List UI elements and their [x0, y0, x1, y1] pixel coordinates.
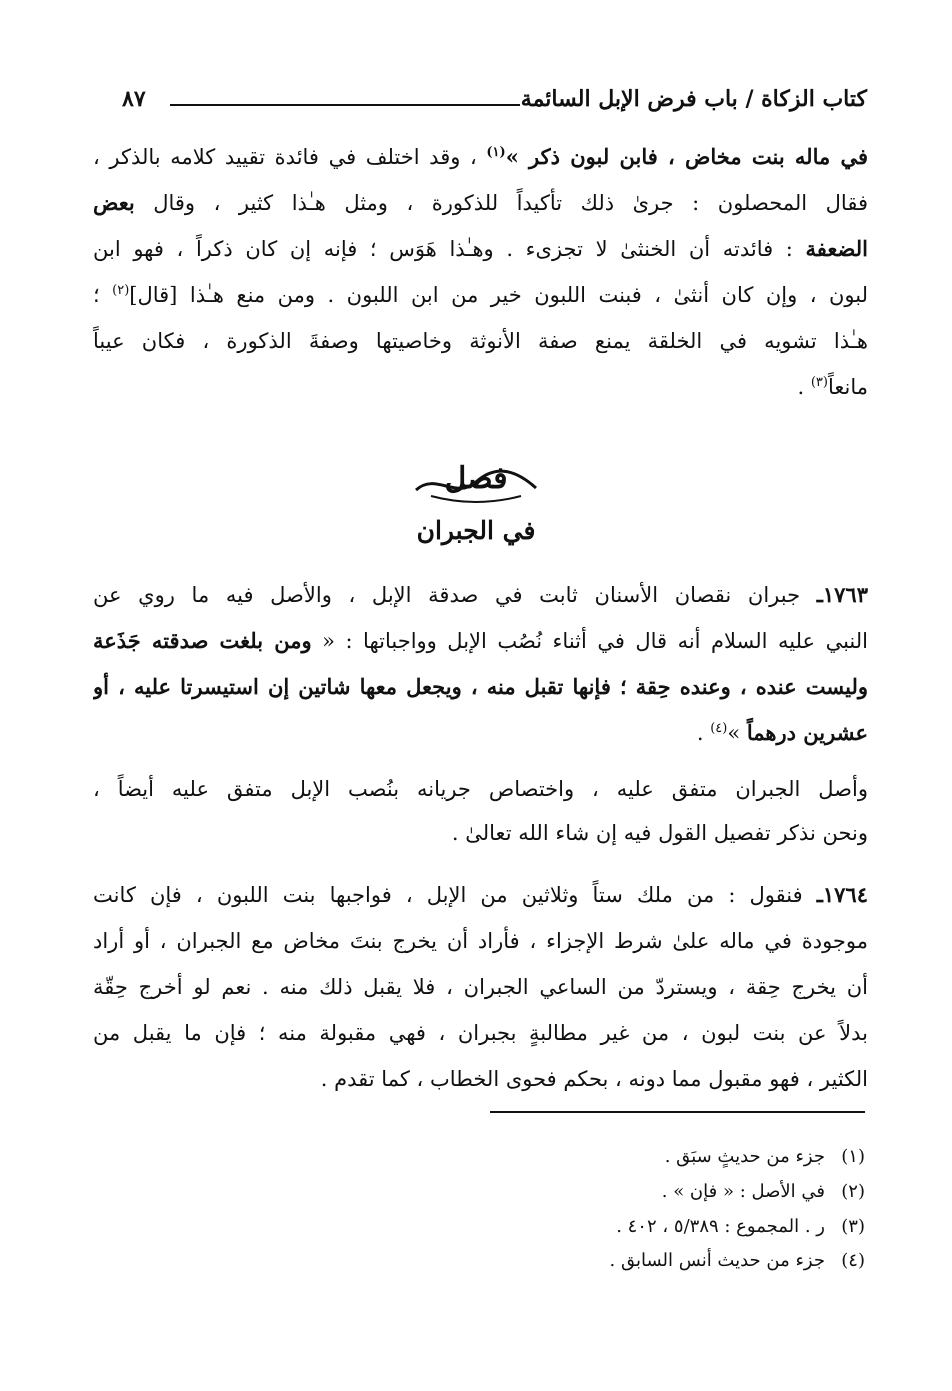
header-rule: [170, 104, 520, 106]
fasl-ornament: [376, 452, 576, 510]
footnote-ref: (٤): [710, 721, 728, 736]
footnote: (٣)ر . المجموع : ٥/٣٨٩ ، ٤٠٢ .: [616, 1216, 865, 1237]
footnote: (٢)في الأصل : « فإن » .: [661, 1181, 865, 1202]
page-number: ٨٧: [122, 86, 146, 112]
footnote: (٤)جزء من حديث أنس السابق .: [609, 1250, 865, 1271]
text-line: ١٧٦٣ـ جبران نقصان الأسنان ثابت في صدقة الإبل ، والأصل فيه ما روي عن: [93, 582, 868, 607]
footnote-ref: (٣): [810, 375, 828, 390]
text-line: وليست عنده ، وعنده حِقة ؛ فإنها تقبل منه ، ويجعل معها شاتين إن استيسرتا عليه ، أو: [93, 674, 868, 699]
text-line: في ماله بنت مخاض ، فابن لبون ذكر »$^{(١)}$ ، وقد اختلف في فائدة تقييد كلامه بالذكر ،: [93, 144, 868, 169]
text-line: موجودة في ماله علىٰ شرط الإجزاء ، فأراد أن يخرج بنتَ مخاض مع الجبران ، أو أراد: [93, 929, 868, 953]
text-line: ١٧٦٤ـ فنقول : من ملك ستاً وثلاثين من الإبل ، فواجبها بنت اللبون ، فإن كانت: [93, 882, 868, 907]
text-line: فقال المحصلون : جرىٰ ذلك تأكيداً للذكورة ، ومثل هـٰذا كثير ، وقال بعض: [93, 190, 868, 215]
text-line: لبون ، وإن كان أنثىٰ ، فبنت اللبون خير من ابن اللبون . ومن منع هـٰذا [قال]$^{(٢)}$ ؛: [93, 283, 868, 307]
page-header: [112, 84, 867, 124]
text-line: النبي عليه السلام أنه قال في أثناء نُصُب الإبل وواجباتها : « ومن بلغت صدقته جَذَعة: [93, 628, 868, 653]
text-line: الكثير ، فهو مقبول مما دونه ، بحكم فحوى الخطاب ، كما تقدم .: [320, 1067, 868, 1091]
running-title: كتاب الزكاة / باب فرض الإبل السائمة: [520, 86, 867, 112]
paragraph-number: ١٧٦٣ـ: [816, 582, 868, 607]
section-title: في الجبران: [416, 516, 536, 545]
svg-text:فصل: فصل: [444, 461, 508, 496]
footnote-ref: (١): [486, 145, 506, 160]
paragraph-number: ١٧٦٤ـ: [816, 882, 868, 907]
footnote: (١)جزء من حديثٍ سبَق .: [664, 1146, 865, 1167]
text-line: مانعاً$^{(٣)}$ .: [797, 375, 868, 399]
text-line: وأصل الجبران متفق عليه ، واختصاص جريانه بنُصب الإبل متفق عليه أيضاً ،: [93, 777, 868, 801]
text-line: عشرين درهماً »$^{(٤)}$ .: [696, 720, 868, 745]
text-line: هـٰذا تشويه في الخلقة يمنع صفة الأنوثة وخاصيتها وصفةَ الذكورة ، فكان عيباً: [93, 329, 868, 353]
text-line: ونحن نذكر تفصيل القول فيه إن شاء الله تعالىٰ .: [451, 821, 868, 845]
footnote-ref: (٢): [112, 283, 130, 298]
text-line: أن يخرج حِقة ، ويستردّ من الساعي الجبران ، فلا يقبل ذلك منه . نعم لو أخرج حِقّة: [93, 975, 868, 999]
footnote-rule: [490, 1111, 865, 1113]
text-line: بدلاً عن بنت لبون ، من غير مطالبةٍ بجبران ، فهي مقبولة منه ؛ فإن ما يقبل من: [93, 1021, 868, 1045]
text-line: الضعفة : فائدته أن الخنثىٰ لا تجزىء . وهـٰذا هَوَس ؛ فإنه إن كان ذكراً ، فهو ابن: [93, 236, 868, 261]
